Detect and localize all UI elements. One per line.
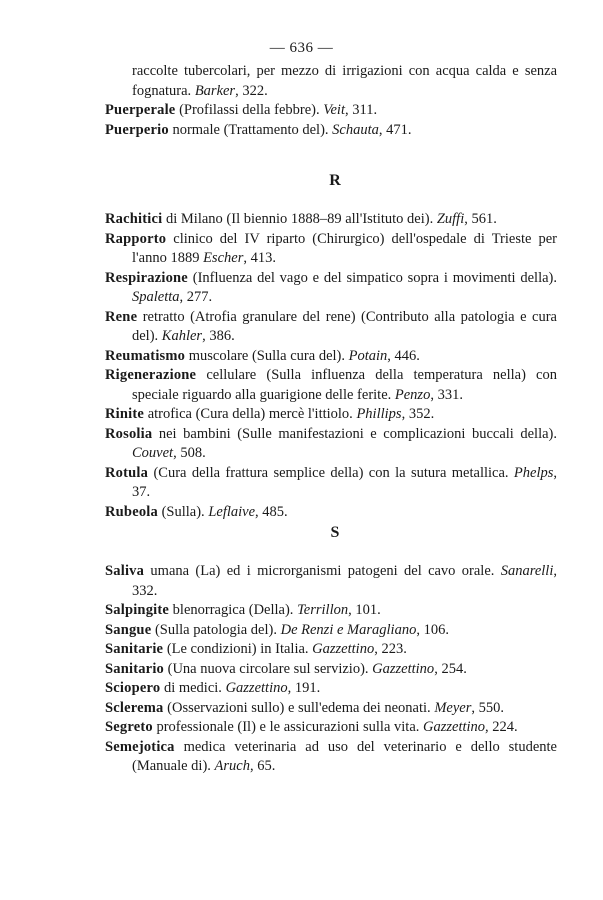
entry-page: , 561.	[464, 211, 497, 227]
entry-headword: Rene	[105, 308, 138, 325]
entry-page: , 550.	[471, 699, 504, 716]
entry-citation: Gazzettino	[423, 719, 486, 735]
entry-headword: Rosolia	[105, 425, 153, 442]
index-entry	[105, 210, 557, 230]
entry-citation: Aruch	[214, 758, 250, 774]
entry-page: , 106.	[416, 621, 449, 638]
section-r-entries	[105, 210, 557, 522]
entry-text: normale (Trattamento del).	[168, 121, 333, 138]
entry-text: atrofica (Cura della) mercè l'ittiolo.	[144, 406, 357, 422]
index-entry	[105, 679, 557, 699]
section-p-tail	[105, 62, 557, 140]
entry-page: , 191.	[287, 680, 321, 696]
entry-headword: Saliva	[105, 563, 145, 579]
entry-citation: Sanarelli	[500, 563, 554, 579]
entry-headword: Sclerema	[105, 699, 164, 716]
entry-page: , 65.	[249, 758, 276, 774]
index-entry	[105, 601, 557, 621]
continuation-line-2: senza fognatura.	[132, 63, 558, 99]
page-number: — 636 —	[269, 40, 334, 56]
entry-page: , 331.	[430, 386, 463, 403]
entry-text: retratto (Atrofia granulare del rene) (Contributo alla patologia e cura del).	[132, 308, 557, 344]
entry-headword: Segreto	[105, 719, 153, 735]
entry-page: , 311.	[344, 102, 378, 118]
entry-headword: Rigenerazione	[105, 367, 197, 383]
entry-citation: Spaletta	[132, 289, 180, 305]
index-entry	[105, 308, 557, 347]
entry-citation: De Renzi e Maragliano	[280, 621, 417, 638]
entry-text: (Sulla patologia del).	[151, 621, 281, 638]
entry-page: , 37.	[132, 464, 557, 500]
entry-citation: Barker	[194, 82, 236, 99]
entry-headword: Semejotica	[105, 738, 175, 755]
entry-citation: Gazzettino	[225, 680, 288, 696]
entry-headword: Puerperio	[105, 121, 169, 138]
entry-page: , 446.	[387, 347, 420, 364]
entry-headword: Sanitario	[105, 660, 164, 677]
entry-page: , 508.	[173, 445, 206, 461]
index-entry	[105, 738, 557, 777]
entry-page: , 386.	[202, 328, 235, 344]
entry-headword: Rubeola	[105, 503, 158, 520]
entry-text: (Sulla).	[157, 503, 209, 520]
entry-citation: Gazzettino	[372, 660, 435, 677]
entry-page: , 471.	[378, 121, 412, 138]
entry-citation: Phillips	[356, 406, 402, 422]
entry-citation: Zuffi	[436, 211, 465, 227]
entry-page: , 101.	[348, 602, 381, 618]
entry-citation: Terrillon	[297, 602, 349, 618]
index-entry	[105, 464, 557, 503]
entry-text: (Influenza del vago e del simpatico sopra i movimenti della).	[187, 269, 557, 286]
index-entry	[105, 699, 557, 719]
entry-page: , 485.	[255, 503, 288, 520]
entry-citation: Meyer	[434, 699, 472, 716]
entry-text: medica veterinaria ad uso del veterinario e dello studente (Manuale di).	[132, 738, 557, 774]
entry-text: (Osservazioni sullo) e sull'edema dei neonati.	[163, 699, 435, 716]
entry-headword: Reumatismo	[105, 347, 186, 364]
entry-headword: Rotula	[105, 464, 149, 481]
entry-citation: Couvet	[132, 445, 174, 461]
index-entry	[105, 230, 557, 269]
entry-text: (Le condizioni) in Italia.	[163, 641, 313, 657]
entry-headword: Sciopero	[105, 680, 161, 696]
entry-text: (Una nuova circolare sul servizio).	[164, 660, 373, 677]
entry-citation: Escher	[203, 250, 244, 266]
entry-citation: Potain	[348, 347, 388, 364]
index-entry	[105, 121, 557, 141]
entry-text: umana (La) ed i microrganismi patogeni del cavo orale.	[144, 563, 501, 579]
entry-citation: Gazzettino	[312, 641, 375, 657]
index-entry	[105, 640, 557, 660]
index-entry	[105, 269, 557, 308]
section-letter-r: R	[329, 172, 341, 189]
entry-page: , 332.	[132, 563, 557, 599]
entry-citation: Phelps	[513, 464, 554, 481]
entry-text: blenorragica (Della).	[169, 602, 298, 618]
entry-page: , 352.	[401, 406, 435, 422]
index-entry	[105, 101, 557, 121]
entry-page: , 322.	[235, 82, 268, 99]
entry-text: (Cura della frattura semplice della) con la sutura metallica.	[148, 464, 514, 481]
entry-page: , 254.	[434, 660, 467, 677]
entry-headword: Rapporto	[105, 230, 167, 247]
index-entry	[105, 347, 557, 367]
section-letter-s: S	[330, 524, 340, 541]
entry-text: nei bambini (Sulle manifestazioni e complicazioni buccali della).	[152, 425, 557, 442]
index-entry	[105, 660, 557, 680]
entry-headword: Sanitarie	[105, 641, 164, 657]
entry-headword: Rachitici	[105, 211, 163, 227]
entry-page: , 413.	[243, 250, 276, 266]
entry-citation: Leflaive	[208, 503, 256, 520]
entry-headword: Rinite	[105, 406, 145, 422]
index-entry	[105, 562, 557, 601]
entry-headword: Salpingite	[105, 602, 170, 618]
continuation-entry	[105, 62, 557, 101]
entry-headword: Sangue	[105, 621, 152, 638]
index-entry	[105, 366, 557, 405]
entry-page: , 224.	[485, 719, 518, 735]
entry-headword: Respirazione	[105, 269, 188, 286]
index-entry	[105, 425, 557, 464]
index-entry	[105, 503, 557, 523]
entry-text: (Profilassi della febbre).	[175, 102, 324, 118]
index-entry	[105, 621, 557, 641]
index-entry	[105, 718, 557, 738]
entry-citation: Kahler	[161, 328, 203, 344]
entry-citation: Penzo	[394, 386, 431, 403]
index-entry	[105, 405, 557, 425]
entry-citation: Veit	[323, 102, 345, 118]
entry-citation: Schauta	[332, 121, 379, 138]
entry-text: clinico del IV riparto (Chirurgico) dell'ospedale di Trieste per l'anno 1889	[132, 230, 557, 266]
entry-text: cellulare (Sulla influenza della temperatura nella) con speciale riguardo alla guarigione delle ferite.	[132, 367, 557, 403]
entry-page: , 277.	[179, 289, 213, 305]
entry-text: di medici.	[160, 680, 226, 696]
continuation-line-1: raccolte tubercolari, per mezzo di irrigazioni con acqua calda e	[132, 63, 519, 79]
entry-text: professionale (Il) e le assicurazioni sulla vita.	[152, 719, 424, 735]
entry-text: muscolare (Sulla cura del).	[185, 347, 349, 364]
entry-page: , 223.	[374, 641, 407, 657]
entry-text: di Milano (Il biennio 1888–89 all'Istituto dei).	[162, 211, 437, 227]
section-s-entries	[105, 562, 557, 777]
entry-headword: Puerperale	[105, 102, 176, 118]
